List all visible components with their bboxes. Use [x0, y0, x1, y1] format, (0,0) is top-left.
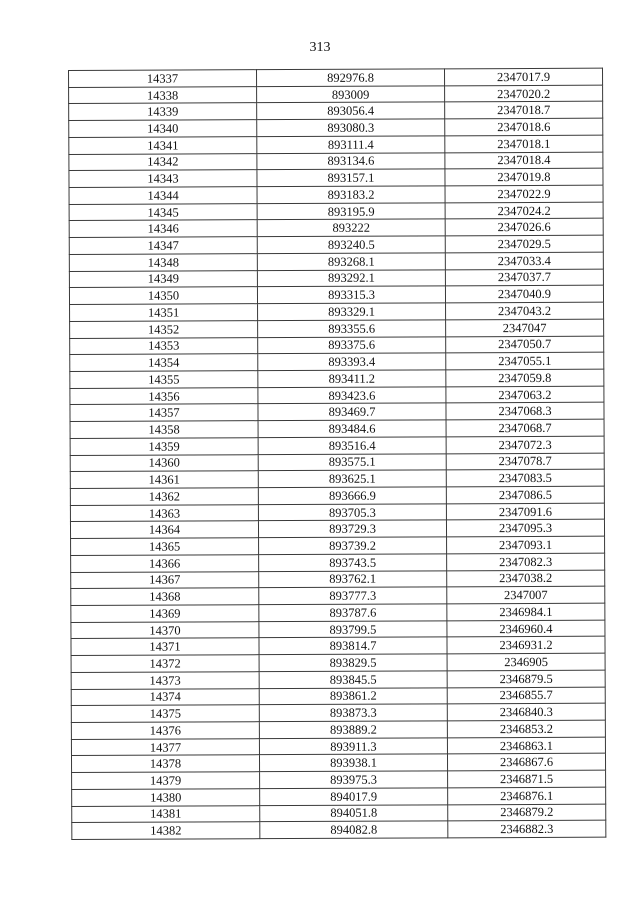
- x-coordinate-cell: 893222: [257, 219, 445, 237]
- table-body: [69, 68, 606, 839]
- y-coordinate-cell: 2347083.5: [446, 469, 604, 486]
- point-id-cell: 14345: [69, 203, 257, 221]
- point-id-cell: 14367: [71, 571, 259, 589]
- y-coordinate-cell: 2346840.3: [447, 703, 605, 720]
- point-id-cell: 14343: [69, 170, 257, 188]
- x-coordinate-cell: 893411.2: [258, 370, 446, 388]
- x-coordinate-cell: 893469.7: [258, 403, 446, 421]
- page-number: 313: [309, 40, 331, 55]
- x-coordinate-cell: 893705.3: [258, 504, 446, 522]
- y-coordinate-cell: 2346855.7: [447, 687, 605, 704]
- point-id-cell: 14376: [71, 722, 259, 740]
- x-coordinate-cell: 893240.5: [257, 236, 445, 254]
- x-coordinate-cell: 892976.8: [257, 69, 445, 87]
- y-coordinate-cell: 2347063.2: [446, 386, 604, 403]
- y-coordinate-cell: 2347043.2: [446, 302, 604, 319]
- y-coordinate-cell: 2346879.2: [448, 804, 606, 821]
- point-id-cell: 14352: [70, 320, 258, 338]
- x-coordinate-cell: 894017.9: [260, 788, 448, 806]
- x-coordinate-cell: 893268.1: [257, 253, 445, 271]
- y-coordinate-cell: 2347018.1: [445, 135, 603, 152]
- x-coordinate-cell: 893056.4: [257, 102, 445, 120]
- x-coordinate-cell: 893393.4: [258, 353, 446, 371]
- y-coordinate-cell: 2347018.4: [445, 152, 603, 169]
- x-coordinate-cell: 894051.8: [260, 804, 448, 822]
- point-id-cell: 14382: [72, 822, 260, 840]
- x-coordinate-cell: 893157.1: [257, 169, 445, 187]
- y-coordinate-cell: 2346879.5: [447, 670, 605, 687]
- x-coordinate-cell: 893292.1: [257, 269, 445, 287]
- point-id-cell: 14378: [71, 755, 259, 773]
- point-id-cell: 14340: [69, 120, 257, 138]
- y-coordinate-cell: 2347022.9: [445, 185, 603, 202]
- y-coordinate-cell: 2347086.5: [446, 486, 604, 503]
- y-coordinate-cell: 2347017.9: [444, 68, 602, 85]
- point-id-cell: 14374: [71, 688, 259, 706]
- point-id-cell: 14375: [71, 705, 259, 723]
- point-id-cell: 14373: [71, 672, 259, 690]
- point-id-cell: 14341: [69, 137, 257, 155]
- y-coordinate-cell: 2347029.5: [445, 235, 603, 252]
- y-coordinate-cell: 2346905: [447, 653, 605, 670]
- x-coordinate-cell: 893938.1: [259, 754, 447, 772]
- point-id-cell: 14351: [70, 304, 258, 322]
- x-coordinate-cell: 893329.1: [258, 303, 446, 321]
- x-coordinate-cell: 893111.4: [257, 136, 445, 154]
- point-id-cell: 14339: [69, 103, 257, 121]
- x-coordinate-cell: 893375.6: [258, 336, 446, 354]
- y-coordinate-cell: 2347078.7: [446, 453, 604, 470]
- y-coordinate-cell: 2347024.2: [445, 202, 603, 219]
- point-id-cell: 14350: [69, 287, 257, 305]
- x-coordinate-cell: 893575.1: [258, 453, 446, 471]
- x-coordinate-cell: 893799.5: [259, 621, 447, 639]
- point-id-cell: 14358: [70, 421, 258, 439]
- point-id-cell: 14370: [71, 621, 259, 639]
- y-coordinate-cell: 2346853.2: [447, 720, 605, 737]
- point-id-cell: 14355: [70, 371, 258, 389]
- y-coordinate-cell: 2347068.7: [446, 419, 604, 436]
- y-coordinate-cell: 2347068.3: [446, 403, 604, 420]
- point-id-cell: 14380: [72, 789, 260, 807]
- point-id-cell: 14369: [71, 605, 259, 623]
- point-id-cell: 14346: [69, 220, 257, 238]
- point-id-cell: 14372: [71, 655, 259, 673]
- point-id-cell: 14357: [70, 404, 258, 422]
- x-coordinate-cell: 893009: [257, 86, 445, 104]
- coordinates-table-wrapper: [68, 70, 602, 840]
- y-coordinate-cell: 2346984.1: [447, 603, 605, 620]
- x-coordinate-cell: 893183.2: [257, 186, 445, 204]
- x-coordinate-cell: 893739.2: [259, 537, 447, 555]
- x-coordinate-cell: 893861.2: [259, 687, 447, 705]
- x-coordinate-cell: 893814.7: [259, 637, 447, 655]
- y-coordinate-cell: 2347020.2: [445, 85, 603, 102]
- point-id-cell: 14368: [71, 588, 259, 606]
- x-coordinate-cell: 893845.5: [259, 671, 447, 689]
- point-id-cell: 14342: [69, 153, 257, 171]
- point-id-cell: 14361: [70, 471, 258, 489]
- y-coordinate-cell: 2347047: [446, 319, 604, 336]
- x-coordinate-cell: 893873.3: [259, 704, 447, 722]
- y-coordinate-cell: 2347038.2: [447, 570, 605, 587]
- y-coordinate-cell: 2347037.7: [445, 269, 603, 286]
- point-id-cell: 14365: [71, 538, 259, 556]
- x-coordinate-cell: 893743.5: [259, 554, 447, 572]
- x-coordinate-cell: 893625.1: [258, 470, 446, 488]
- point-id-cell: 14349: [69, 270, 257, 288]
- point-id-cell: 14363: [70, 504, 258, 522]
- y-coordinate-cell: 2347050.7: [446, 336, 604, 353]
- y-coordinate-cell: 2347095.3: [446, 520, 604, 537]
- point-id-cell: 14338: [69, 86, 257, 104]
- point-id-cell: 14354: [70, 354, 258, 372]
- point-id-cell: 14337: [69, 70, 257, 88]
- point-id-cell: 14348: [69, 254, 257, 272]
- point-id-cell: 14366: [71, 555, 259, 573]
- x-coordinate-cell: 893516.4: [258, 437, 446, 455]
- x-coordinate-cell: 893889.2: [259, 721, 447, 739]
- y-coordinate-cell: 2346876.1: [448, 787, 606, 804]
- point-id-cell: 14360: [70, 454, 258, 472]
- point-id-cell: 14379: [72, 772, 260, 790]
- x-coordinate-cell: 893911.3: [259, 738, 447, 756]
- y-coordinate-cell: 2346960.4: [447, 620, 605, 637]
- y-coordinate-cell: 2347040.9: [445, 286, 603, 303]
- y-coordinate-cell: 2347091.6: [446, 503, 604, 520]
- y-coordinate-cell: 2347018.7: [445, 102, 603, 119]
- x-coordinate-cell: 893484.6: [258, 420, 446, 438]
- point-id-cell: 14364: [70, 521, 258, 539]
- point-id-cell: 14371: [71, 638, 259, 656]
- x-coordinate-cell: 894082.8: [260, 821, 448, 839]
- y-coordinate-cell: 2346863.1: [447, 737, 605, 754]
- x-coordinate-cell: 893729.3: [258, 520, 446, 538]
- point-id-cell: 14347: [69, 237, 257, 255]
- y-coordinate-cell: 2346931.2: [447, 637, 605, 654]
- y-coordinate-cell: 2347059.8: [446, 369, 604, 386]
- x-coordinate-cell: 893423.6: [258, 387, 446, 405]
- point-id-cell: 14362: [70, 488, 258, 506]
- y-coordinate-cell: 2346867.6: [447, 754, 605, 771]
- x-coordinate-cell: 893355.6: [258, 320, 446, 338]
- y-coordinate-cell: 2346871.5: [448, 770, 606, 787]
- y-coordinate-cell: 2347019.8: [445, 168, 603, 185]
- x-coordinate-cell: 893762.1: [259, 570, 447, 588]
- x-coordinate-cell: 893829.5: [259, 654, 447, 672]
- point-id-cell: 14359: [70, 437, 258, 455]
- point-id-cell: 14353: [70, 337, 258, 355]
- x-coordinate-cell: 893777.3: [259, 587, 447, 605]
- y-coordinate-cell: 2347072.3: [446, 436, 604, 453]
- y-coordinate-cell: 2346882.3: [448, 821, 606, 838]
- x-coordinate-cell: 893134.6: [257, 152, 445, 170]
- x-coordinate-cell: 893666.9: [258, 487, 446, 505]
- y-coordinate-cell: 2347055.1: [446, 352, 604, 369]
- y-coordinate-cell: 2347018.6: [445, 118, 603, 135]
- point-id-cell: 14377: [71, 738, 259, 756]
- y-coordinate-cell: 2347007: [447, 586, 605, 603]
- y-coordinate-cell: 2347033.4: [445, 252, 603, 269]
- x-coordinate-cell: 893787.6: [259, 604, 447, 622]
- x-coordinate-cell: 893975.3: [260, 771, 448, 789]
- table-row: [72, 821, 606, 840]
- y-coordinate-cell: 2347082.3: [447, 553, 605, 570]
- x-coordinate-cell: 893195.9: [257, 203, 445, 221]
- point-id-cell: 14344: [69, 187, 257, 205]
- coordinates-table: [68, 68, 606, 840]
- y-coordinate-cell: 2347026.6: [445, 219, 603, 236]
- y-coordinate-cell: 2347093.1: [447, 536, 605, 553]
- x-coordinate-cell: 893080.3: [257, 119, 445, 137]
- point-id-cell: 14381: [72, 805, 260, 823]
- x-coordinate-cell: 893315.3: [257, 286, 445, 304]
- point-id-cell: 14356: [70, 387, 258, 405]
